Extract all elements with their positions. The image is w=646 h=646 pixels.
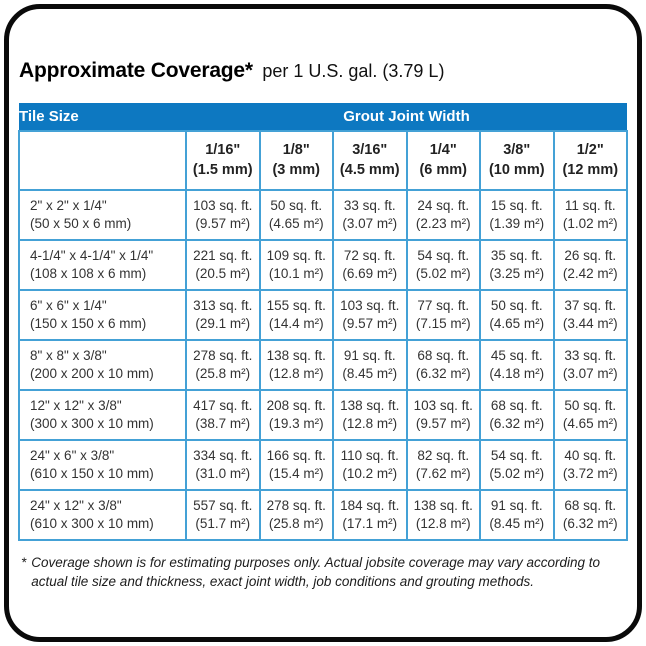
coverage-m2: (3.25 m²) [489, 266, 545, 281]
joint-width-mm: (12 mm) [562, 161, 619, 178]
joint-width-inches: 3/8" [503, 141, 531, 158]
coverage-cell [186, 290, 260, 340]
tile-size-mm: (50 x 50 x 6 mm) [30, 216, 132, 231]
coverage-cell [554, 440, 628, 490]
coverage-cell [260, 290, 334, 340]
coverage-cell [260, 190, 334, 240]
card-content [9, 9, 637, 592]
coverage-cell [260, 440, 334, 490]
coverage-sqft: 334 sq. ft. [193, 448, 253, 464]
coverage-m2: (8.45 m²) [489, 516, 545, 531]
tile-size-cell [19, 240, 186, 290]
joint-width-inches: 1/16" [205, 141, 241, 158]
footnote-asterisk: * [21, 555, 27, 570]
coverage-sqft: 166 sq. ft. [266, 448, 326, 464]
joint-width-column-header [186, 131, 260, 190]
joint-width-mm: (6 mm) [419, 161, 468, 178]
coverage-cell [554, 190, 628, 240]
coverage-m2: (3.07 m²) [562, 366, 618, 381]
coverage-cell [480, 290, 554, 340]
coverage-sqft: 77 sq. ft. [417, 298, 470, 314]
tile-size-mm: (610 x 300 x 10 mm) [30, 516, 154, 531]
coverage-cell [554, 240, 628, 290]
coverage-cell [186, 440, 260, 490]
joint-width-column-header [260, 131, 334, 190]
coverage-cell [333, 340, 407, 390]
coverage-sqft: 68 sq. ft. [490, 398, 543, 414]
coverage-sqft: 313 sq. ft. [193, 298, 253, 314]
coverage-m2: (9.57 m²) [195, 216, 251, 231]
coverage-sqft: 110 sq. ft. [340, 448, 399, 464]
coverage-m2: (10.1 m²) [268, 266, 324, 281]
tile-size-mm: (610 x 150 x 10 mm) [30, 466, 154, 481]
coverage-sqft: 278 sq. ft. [193, 348, 253, 364]
coverage-m2: (1.02 m²) [562, 216, 618, 231]
coverage-sqft: 37 sq. ft. [564, 298, 617, 314]
joint-width-mm: (3 mm) [272, 161, 321, 178]
coverage-m2: (6.32 m²) [562, 516, 618, 531]
coverage-sqft: 155 sq. ft. [266, 298, 326, 314]
tile-size-mm: (108 x 108 x 6 mm) [30, 266, 147, 281]
coverage-sqft: 91 sq. ft. [343, 348, 396, 364]
coverage-m2: (4.18 m²) [489, 366, 545, 381]
tile-size-cell [19, 190, 186, 240]
table-row [19, 240, 627, 290]
coverage-m2: (7.62 m²) [415, 466, 471, 481]
joint-width-inches: 1/8" [282, 141, 310, 158]
empty-corner-cell [19, 131, 186, 190]
coverage-m2: (38.7 m²) [195, 416, 251, 431]
coverage-m2: (15.4 m²) [268, 466, 324, 481]
coverage-sqft: 103 sq. ft. [193, 198, 253, 214]
table-header-row [19, 103, 627, 131]
coverage-cell [333, 390, 407, 440]
coverage-sqft: 138 sq. ft. [266, 348, 326, 364]
coverage-m2: (6.69 m²) [342, 266, 398, 281]
coverage-m2: (9.57 m²) [415, 416, 471, 431]
coverage-cell [407, 190, 481, 240]
coverage-sqft: 103 sq. ft. [413, 398, 473, 414]
coverage-cell [407, 440, 481, 490]
coverage-sqft: 103 sq. ft. [340, 298, 400, 314]
coverage-cell [480, 190, 554, 240]
tile-size-inches: 12" x 12" x 3/8" [30, 398, 122, 414]
coverage-sqft: 68 sq. ft. [417, 348, 470, 364]
coverage-m2: (4.65 m²) [489, 316, 545, 331]
coverage-m2: (3.72 m²) [562, 466, 618, 481]
coverage-cell [480, 340, 554, 390]
coverage-cell [333, 290, 407, 340]
coverage-sqft: 68 sq. ft. [564, 498, 617, 514]
tile-size-cell [19, 490, 186, 540]
table-row [19, 340, 627, 390]
coverage-sqft: 35 sq. ft. [490, 248, 543, 264]
coverage-table [18, 103, 628, 541]
coverage-sqft: 109 sq. ft. [266, 248, 326, 264]
coverage-m2: (9.57 m²) [342, 316, 398, 331]
tile-size-header: Tile Size [19, 103, 186, 131]
coverage-m2: (14.4 m²) [268, 316, 324, 331]
coverage-sqft: 278 sq. ft. [266, 498, 326, 514]
coverage-m2: (31.0 m²) [195, 466, 251, 481]
coverage-cell [260, 390, 334, 440]
coverage-sqft: 54 sq. ft. [490, 448, 543, 464]
coverage-sqft: 184 sq. ft. [340, 498, 400, 514]
coverage-cell [186, 240, 260, 290]
coverage-sqft: 72 sq. ft. [343, 248, 396, 264]
coverage-cell [554, 490, 628, 540]
coverage-sqft: 557 sq. ft. [193, 498, 253, 514]
coverage-m2: (12.8 m²) [415, 516, 471, 531]
coverage-m2: (4.65 m²) [268, 216, 324, 231]
coverage-m2: (25.8 m²) [268, 516, 324, 531]
joint-width-inches: 3/16" [352, 141, 388, 158]
coverage-m2: (1.39 m²) [489, 216, 545, 231]
tile-size-cell [19, 290, 186, 340]
coverage-sqft: 26 sq. ft. [564, 248, 617, 264]
coverage-m2: (5.02 m²) [489, 466, 545, 481]
coverage-m2: (6.32 m²) [415, 366, 471, 381]
title-units: per 1 U.S. gal. (3.79 L) [262, 61, 445, 81]
coverage-sqft: 45 sq. ft. [490, 348, 543, 364]
coverage-sqft: 208 sq. ft. [266, 398, 326, 414]
coverage-sqft: 221 sq. ft. [193, 248, 253, 264]
tile-size-inches: 24" x 6" x 3/8" [30, 448, 115, 464]
table-row [19, 190, 627, 240]
coverage-cell [407, 340, 481, 390]
coverage-cell [480, 440, 554, 490]
coverage-sqft: 82 sq. ft. [417, 448, 470, 464]
coverage-m2: (12.8 m²) [268, 366, 324, 381]
coverage-m2: (17.1 m²) [342, 516, 398, 531]
joint-width-mm: (4.5 mm) [339, 161, 400, 178]
grout-joint-width-header: Grout Joint Width [186, 103, 627, 131]
tile-size-inches: 24" x 12" x 3/8" [30, 498, 122, 514]
tile-size-inches: 2" x 2" x 1/4" [30, 198, 107, 214]
table-row [19, 440, 627, 490]
coverage-cell [333, 240, 407, 290]
coverage-m2: (25.8 m²) [195, 366, 251, 381]
page-title [19, 59, 637, 83]
coverage-m2: (51.7 m²) [195, 516, 251, 531]
joint-width-inches: 1/2" [576, 141, 604, 158]
coverage-m2: (7.15 m²) [415, 316, 471, 331]
coverage-cell [260, 340, 334, 390]
tile-size-mm: (150 x 150 x 6 mm) [30, 316, 147, 331]
coverage-card [4, 4, 642, 642]
joint-width-inches: 1/4" [429, 141, 457, 158]
joint-width-mm: (1.5 mm) [192, 161, 253, 178]
coverage-cell [186, 340, 260, 390]
joint-width-column-header [333, 131, 407, 190]
coverage-sqft: 50 sq. ft. [490, 298, 543, 314]
tile-size-cell [19, 440, 186, 490]
coverage-m2: (20.5 m²) [195, 266, 251, 281]
coverage-cell [480, 490, 554, 540]
coverage-cell [186, 190, 260, 240]
coverage-m2: (8.45 m²) [342, 366, 398, 381]
coverage-cell [186, 390, 260, 440]
tile-size-cell [19, 390, 186, 440]
coverage-sqft: 138 sq. ft. [340, 398, 400, 414]
coverage-m2: (2.23 m²) [415, 216, 471, 231]
coverage-sqft: 11 sq. ft. [564, 198, 616, 214]
coverage-sqft: 91 sq. ft. [490, 498, 543, 514]
coverage-cell [480, 240, 554, 290]
coverage-m2: (10.2 m²) [342, 466, 398, 481]
title-bold: Approximate Coverage* [19, 59, 253, 82]
footnote-text: Coverage shown is for estimating purposes only. Actual jobsite coverage may vary according to actual tile size and thickness, exact joint width, job conditions and grouting methods. [31, 555, 601, 589]
table-row [19, 490, 627, 540]
tile-size-cell [19, 340, 186, 390]
table-row [19, 390, 627, 440]
coverage-cell [554, 340, 628, 390]
coverage-cell [554, 390, 628, 440]
coverage-cell [407, 390, 481, 440]
coverage-m2: (3.07 m²) [342, 216, 398, 231]
coverage-m2: (3.44 m²) [562, 316, 618, 331]
coverage-m2: (4.65 m²) [562, 416, 618, 431]
coverage-sqft: 138 sq. ft. [413, 498, 473, 514]
coverage-cell [554, 290, 628, 340]
table-row [19, 290, 627, 340]
joint-width-column-header [407, 131, 481, 190]
tile-size-inches: 4-1/4" x 4-1/4" x 1/4" [30, 248, 154, 264]
coverage-cell [186, 490, 260, 540]
coverage-sqft: 40 sq. ft. [564, 448, 617, 464]
coverage-cell [260, 240, 334, 290]
coverage-cell [333, 440, 407, 490]
coverage-cell [333, 190, 407, 240]
tile-size-mm: (300 x 300 x 10 mm) [30, 416, 154, 431]
coverage-m2: (19.3 m²) [268, 416, 324, 431]
coverage-sqft: 33 sq. ft. [343, 198, 396, 214]
coverage-m2: (12.8 m²) [342, 416, 398, 431]
coverage-sqft: 54 sq. ft. [417, 248, 470, 264]
coverage-sqft: 15 sq. ft. [490, 198, 543, 214]
coverage-m2: (6.32 m²) [489, 416, 545, 431]
tile-size-mm: (200 x 200 x 10 mm) [30, 366, 154, 381]
coverage-cell [333, 490, 407, 540]
footnote [21, 554, 623, 592]
coverage-m2: (2.42 m²) [562, 266, 618, 281]
tile-size-inches: 8" x 8" x 3/8" [30, 348, 107, 364]
coverage-cell [407, 290, 481, 340]
joint-width-column-header [480, 131, 554, 190]
coverage-sqft: 33 sq. ft. [564, 348, 617, 364]
joint-width-subheader-row [19, 131, 627, 190]
joint-width-mm: (10 mm) [488, 161, 545, 178]
coverage-cell [407, 240, 481, 290]
coverage-cell [260, 490, 334, 540]
coverage-sqft: 50 sq. ft. [270, 198, 323, 214]
coverage-sqft: 24 sq. ft. [417, 198, 470, 214]
coverage-cell [480, 390, 554, 440]
coverage-m2: (29.1 m²) [195, 316, 251, 331]
coverage-sqft: 50 sq. ft. [564, 398, 617, 414]
tile-size-inches: 6" x 6" x 1/4" [30, 298, 107, 314]
coverage-m2: (5.02 m²) [415, 266, 471, 281]
joint-width-column-header [554, 131, 628, 190]
coverage-sqft: 417 sq. ft. [193, 398, 253, 414]
coverage-cell [407, 490, 481, 540]
